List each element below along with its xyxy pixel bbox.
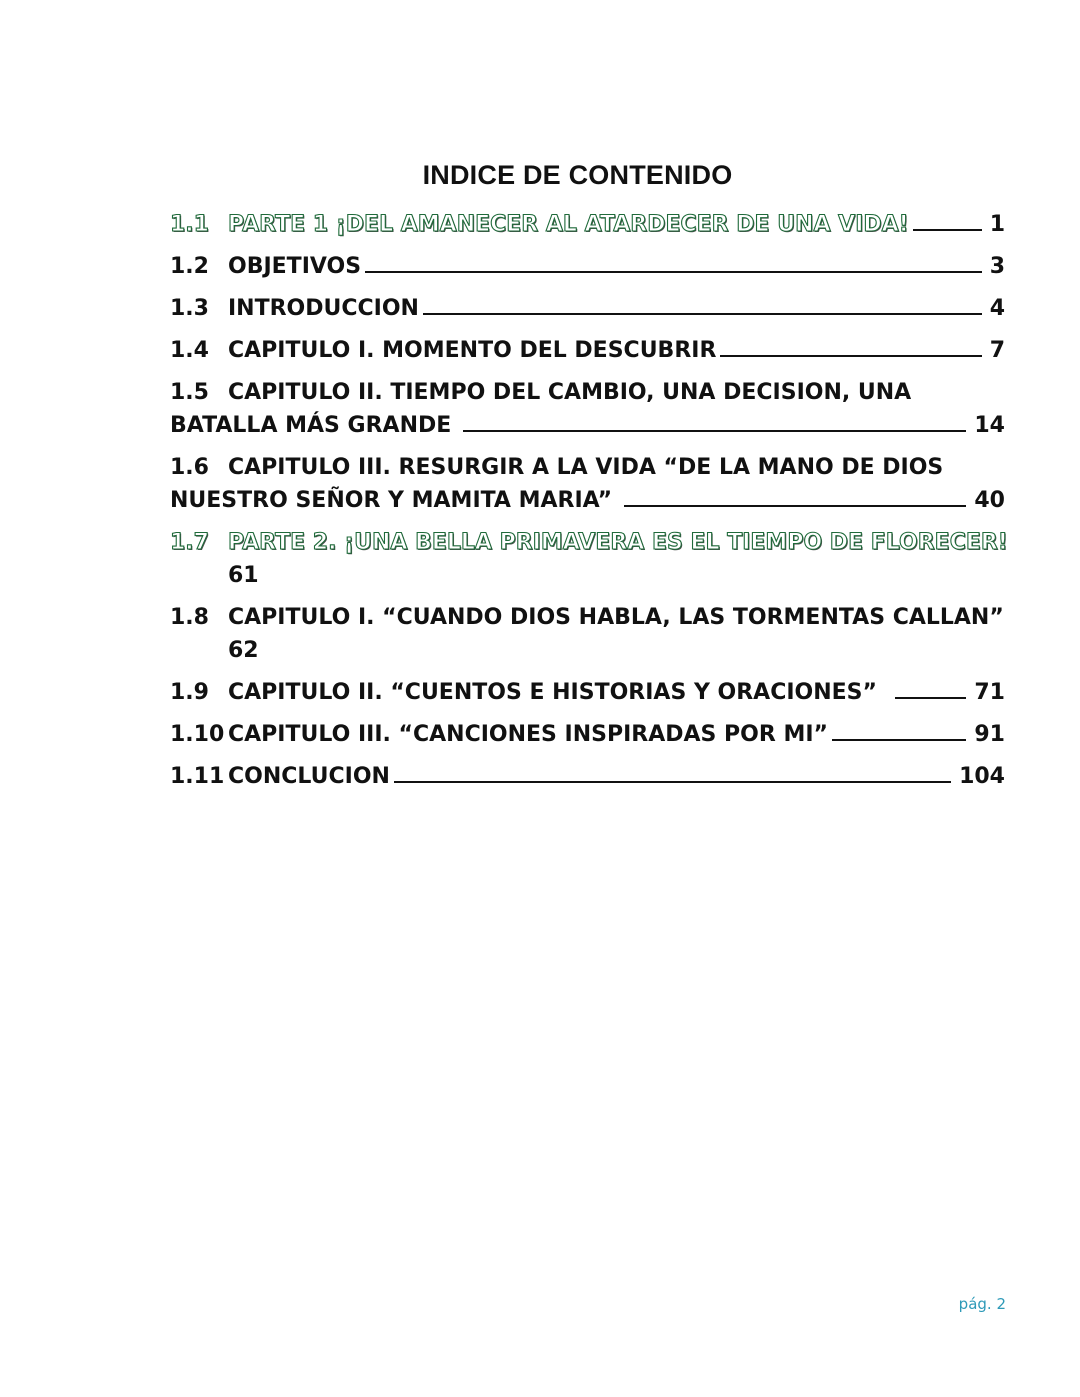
toc-entry-text: CAPITULO II. TIEMPO DEL CAMBIO, UNA DECISION, UNA [228, 380, 912, 405]
toc-entry-1-2[interactable] [170, 250, 1005, 283]
toc-entry-line [170, 409, 1005, 442]
toc-leader [423, 293, 982, 315]
toc-entry-page: 7 [989, 338, 1005, 363]
toc-entry-number: 1.6 [170, 455, 209, 480]
page-number-footer: pág. 2 [958, 1295, 1006, 1313]
toc-entry-number: 1.10 [170, 722, 225, 747]
toc-entry-page: 91 [974, 722, 1005, 747]
toc-entry-1-6[interactable] [170, 451, 1005, 517]
toc-entry-1-1[interactable] [170, 208, 1005, 241]
toc-entry-1-8[interactable] [170, 601, 1005, 667]
toc-entry-text: CAPITULO II. “CUENTOS E HISTORIAS Y ORACIONES” [228, 680, 877, 705]
toc-entry-page: 71 [974, 680, 1005, 705]
toc-entry-text: OBJETIVOS [228, 254, 362, 279]
toc-leader [463, 410, 966, 432]
toc-entry-line [170, 376, 1005, 409]
toc-entry-number: 1.7 [170, 530, 209, 555]
toc-entry-page: 62 [228, 638, 259, 663]
toc-leader [895, 677, 966, 699]
toc-entry-page: 61 [228, 563, 259, 588]
toc-entry-1-4[interactable] [170, 334, 1005, 367]
toc-entry-1-3[interactable] [170, 292, 1005, 325]
toc-leader [365, 251, 982, 273]
toc-leader [832, 719, 966, 741]
toc-entry-number: 1.8 [170, 605, 209, 630]
toc-entry-text: INTRODUCCION [228, 296, 419, 321]
toc-entry-line [170, 451, 1005, 484]
toc-entry-line [170, 484, 1005, 517]
toc-entry-page: 40 [974, 488, 1005, 513]
toc-entry-page: 3 [989, 254, 1005, 279]
toc-entry-number: 1.4 [170, 338, 209, 363]
toc-leader [913, 209, 982, 231]
toc-entry-text: CAPITULO III. “CANCIONES INSPIRADAS POR MI” [228, 722, 829, 747]
toc-leader [394, 761, 951, 783]
toc-entry-text: CAPITULO I. “CUANDO DIOS HABLA, LAS TORMENTAS CALLAN” [228, 605, 1004, 630]
toc-entry-page: 1 [989, 212, 1005, 237]
toc-entry-page: 4 [989, 296, 1005, 321]
toc-entry-line [170, 526, 1008, 559]
toc-entry-line [170, 601, 1005, 634]
toc-entry-number: 1.9 [170, 680, 209, 705]
toc-entry-text: PARTE 2. ¡UNA BELLA PRIMAVERA ES EL TIEMPO DE FLORECER! [228, 530, 1008, 555]
toc-leader [720, 335, 981, 357]
toc-title: INDICE DE CONTENIDO [422, 160, 733, 190]
toc-entry-text: CONCLUCION [228, 764, 390, 789]
toc-entry-1-11[interactable] [170, 760, 1005, 793]
toc-leader [624, 485, 966, 507]
toc-entry-number: 1.1 [170, 212, 209, 237]
toc-entry-text: PARTE 1 ¡DEL AMANECER AL ATARDECER DE UNA VIDA! [228, 212, 909, 237]
toc-entry-page: 14 [974, 413, 1005, 438]
toc-entry-number: 1.2 [170, 254, 209, 279]
toc-entry-text: CAPITULO I. MOMENTO DEL DESCUBRIR [228, 338, 717, 363]
toc-entry-1-9[interactable] [170, 676, 1005, 709]
toc-entry-1-7[interactable] [170, 526, 1008, 592]
toc-entry-number: 1.11 [170, 764, 225, 789]
toc-entry-1-10[interactable] [170, 718, 1005, 751]
toc-entry-text-continued: BATALLA MÁS GRANDE [170, 413, 452, 438]
toc-entry-number: 1.3 [170, 296, 209, 321]
toc-entry-1-5[interactable] [170, 376, 1005, 442]
toc-entry-page: 104 [959, 764, 1005, 789]
toc-entry-text-continued: NUESTRO SEÑOR Y MAMITA MARIA” [170, 488, 613, 513]
table-of-contents [170, 208, 1008, 802]
toc-entry-text: CAPITULO III. RESURGIR A LA VIDA “DE LA MANO DE DIOS [228, 455, 944, 480]
toc-entry-number: 1.5 [170, 380, 209, 405]
